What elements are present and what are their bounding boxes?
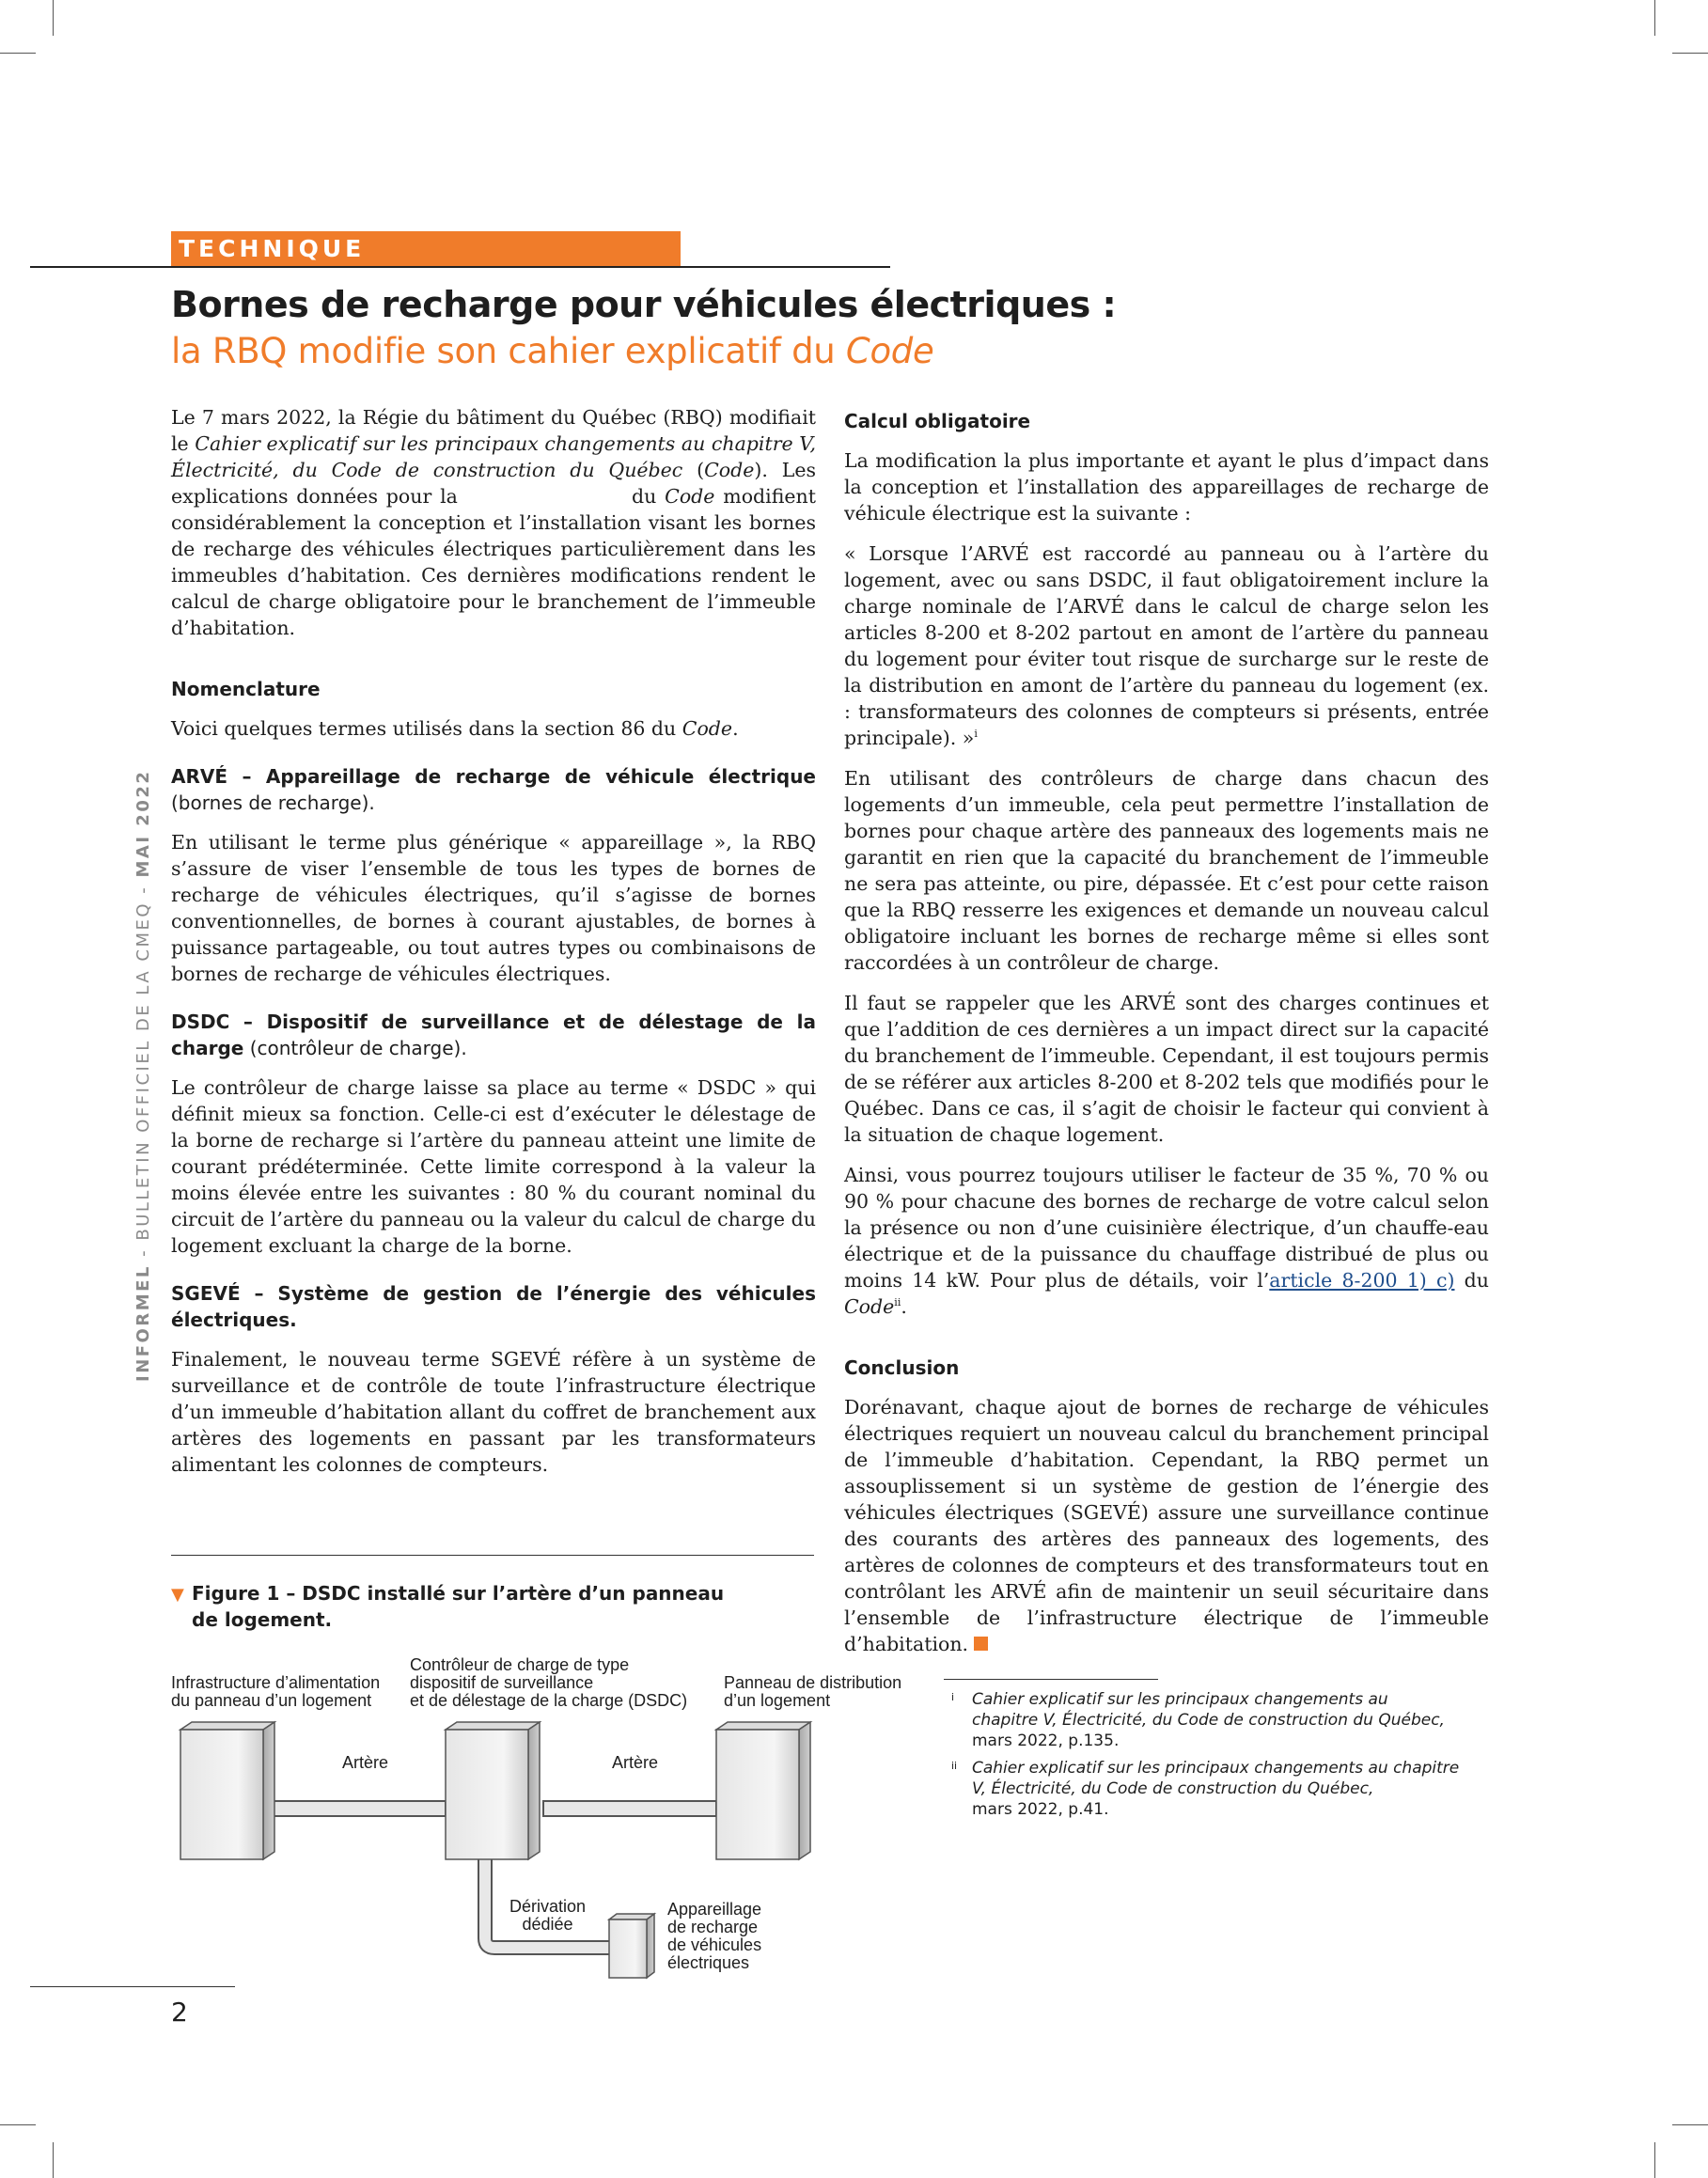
label-controller: Contrôleur de charge de type dispositif de surveillance et de délestage de la charge (DSDC) <box>410 1655 688 1710</box>
nomenclature-intro: Voici quelques termes utilisés dans la section 86 du Code. <box>171 717 739 740</box>
label-derivation: Dérivation dédiée <box>509 1897 587 1934</box>
intro-paragraph: Le 7 mars 2022, la Régie du bâtiment du Québec (RBQ) modifiait le Cahier explicatif sur les principaux changements au chapitre V, Électricité, du Code de construction du Québec (Code). Les explications données pour la du Code modifient considérablement la conception et l’installation visant les bornes de recharge des véhicules électriques particulièrement dans les immeubles d’habitation. Ces dernières modifications rendent le calcul de charge obligatoire pour le branchement de l’immeuble d’habitation. <box>171 406 823 639</box>
section-tag <box>171 231 681 267</box>
end-square-icon <box>974 1637 988 1651</box>
crop-mark <box>0 2124 36 2125</box>
article-subtitle <box>171 331 1487 371</box>
calcul-quote: « Lorsque l’ARVÉ est raccordé au panneau ou à l’artère du logement, avec ou sans DSDC, il faut obligatoirement inclure la charge nominale de l’ARVÉ dans le calcul de charge selon les articles 8-200 et 8-202 partout en amont de l’artère du panneau du logement pour éviter tout risque de surcharge sur le reste de la distribution en amont de l’artère du panneau du logement (ex. : transformateurs des colonnes de compteurs si présents, entrée principale). »$^i$ <box>844 542 1489 749</box>
calcul-heading: Calcul obligatoire <box>844 410 1031 432</box>
arve-term: ARVÉ – Appareillage de recharge de véhicule électrique (bornes de recharge). <box>171 765 816 814</box>
article-link[interactable]: article 8-200 1) c) <box>1269 1269 1455 1292</box>
sidebar-brand: INFORMEL <box>133 1264 153 1382</box>
calcul-paragraph-3: Il faut se rappeler que les ARVÉ sont des charges continues et que l’addition de ces dernières a un impact direct sur la capacité du branchement de l’immeuble. Cependant, il est toujours permis de se référer aux articles 8-200 et 8-202 tels que modifiés pour le Québec. Dans ce cas, il s’agit de choisir le facteur qui convient à la situation de chaque logement. <box>844 992 1489 1146</box>
calcul-paragraph-4: Ainsi, vous pourrez toujours utiliser le facteur de 35 %, 70 % ou 90 % pour chacune des bornes de recharge de votre calcul selon la présence ou non d’une cuisinière électrique, d’un chauffe-eau électrique et de la puissance du chauffage distribué de plus ou moins 14 kW. Pour plus de détails, voir l’article 8-200 1) c) du Code$^{ii}$. <box>844 1164 1490 1318</box>
article-title: Bornes de recharge pour véhicules électriques : <box>171 284 1117 325</box>
calcul-paragraph-2: En utilisant des contrôleurs de charge dans chacun des logements d’un immeuble, cela peut permettre l’installation de bornes pour chaque artère des panneaux des logements mais ne garantit en rien que la capacité du branchement de l’immeuble ne sera pas atteinte, ou pire, dépassée. Et c’est pour cette raison que la RBQ resserre les exigences et demande un nouveau calcul obligatoire incluant les bornes de recharge même si elles sont raccordées à un contrôleur de charge. <box>844 767 1489 974</box>
dsdc-diagram <box>169 1711 940 1983</box>
section-tag-label: TECHNIQUE <box>179 235 366 262</box>
crop-mark <box>1654 0 1655 36</box>
sgeve-definition: Finalement, le nouveau terme SGEVÉ réfère à un système de surveillance et de contrôle de toute l’infrastructure électrique d’un immeuble d’habitation allant du coffret de branchement aux artères des logements en passant par les transformateurs alimentant les colonnes de compteurs. <box>171 1348 816 1476</box>
label-artere-2: Artère <box>612 1753 659 1772</box>
right-column <box>844 408 1489 1671</box>
label-artere-1: Artère <box>342 1753 389 1772</box>
sidebar-publication <box>133 770 153 1382</box>
dsdc-definition: Le contrôleur de charge laisse sa place au terme « DSDC » qui définit mieux sa fonction. Celle-ci est d’exécuter le délestage de la borne de recharge si l’artère du panneau atteint une limite de courant prédéterminée. Cette limite correspond à la valeur la moins élevée entre les suivantes : 80 % du courant nominal du circuit de l’artère du panneau ou la valeur du calcul de charge du logement excluant la charge de la borne. <box>171 1076 816 1257</box>
label-panel: Panneau de distribution d’un logement <box>724 1673 902 1710</box>
label-infrastructure: Infrastructure d’alimentation du panneau d’un logement <box>171 1673 381 1710</box>
page-number: 2 <box>171 1997 188 2028</box>
subtitle-italic: Code <box>845 331 934 371</box>
crop-mark <box>1654 2142 1655 2178</box>
crop-mark <box>53 0 54 36</box>
crop-mark <box>1672 53 1708 54</box>
header-rule <box>30 266 890 268</box>
arve-definition: En utilisant le terme plus générique « appareillage », la RBQ s’assure de viser l’ensemble de tous les types de bornes de recharge de véhicules électriques, qu’il s’agisse de bornes conventionnelles, de bornes à courant ajustables, de bornes à puissance partageable, ou tout autres types ou combinaisons de bornes de recharge de véhicules électriques. <box>171 831 816 985</box>
sidebar-bulletin: - BULLETIN OFFICIEL DE LA CMEQ - <box>133 877 153 1265</box>
crop-mark <box>53 2142 54 2178</box>
dsdc-term: DSDC – Dispositif de surveillance et de délestage de la charge (contrôleur de charge). <box>171 1011 816 1059</box>
infrastructure-box <box>180 1722 274 1859</box>
artery-line-1 <box>273 1801 446 1816</box>
crop-mark <box>1672 2124 1708 2125</box>
dsdc-box <box>446 1722 540 1859</box>
figure-rule <box>171 1555 814 1556</box>
footnote-1: i Cahier explicatif sur les principaux changements au chapitre V, Électricité, du Code de construction du Québec, mars 2022, p.135. <box>951 1690 1445 1750</box>
page-rule <box>30 1986 235 1987</box>
subtitle-text: la RBQ modifie son cahier explicatif du <box>171 331 846 371</box>
arve-box <box>609 1914 654 1978</box>
figure-caption: ▼ Figure 1 – DSDC installé sur l’artère d’un panneau de logement. <box>171 1582 725 1631</box>
left-column <box>171 404 823 1492</box>
panel-box <box>716 1722 810 1859</box>
label-arve: Appareillage de recharge de véhicules électriques <box>667 1900 762 1972</box>
sgeve-term: SGEVÉ – Système de gestion de l’énergie des véhicules électriques. <box>171 1282 816 1331</box>
footnote-rule <box>944 1679 1158 1680</box>
conclusion-paragraph: Dorénavant, chaque ajout de bornes de recharge de véhicules électriques requiert un nouveau calcul du branchement principal de l’immeuble d’habitation. Cependant, la RBQ permet un assouplissement si un système de gestion de l’énergie des véhicules électriques (SGEVÉ) assure une surveillance continue des courants des artères des panneaux des logements, des artères de colonnes de compteurs et des transformateurs tout en contrôlant les ARVÉ afin de maintenir un seuil sécuritaire dans l’ensemble de l’infrastructure électrique de l’immeuble d’habitation. <box>844 1396 1489 1655</box>
footnote-2: ii Cahier explicatif sur les principaux changements au chapitre V, Électricité, du Code de construction du Québec, mars 2022, p.41. <box>951 1759 1460 1819</box>
artery-line-2 <box>543 1801 716 1816</box>
crop-mark <box>0 53 36 54</box>
sidebar-date: MAI 2022 <box>133 769 153 878</box>
chevron-down-icon: ▼ <box>171 1585 184 1605</box>
calcul-paragraph-1: La modification la plus importante et ayant le plus d’impact dans la conception et l’installation des appareillages de recharge de véhicule électrique est la suivante : <box>844 449 1489 525</box>
conclusion-heading: Conclusion <box>844 1356 960 1379</box>
nomenclature-heading: Nomenclature <box>171 678 321 700</box>
